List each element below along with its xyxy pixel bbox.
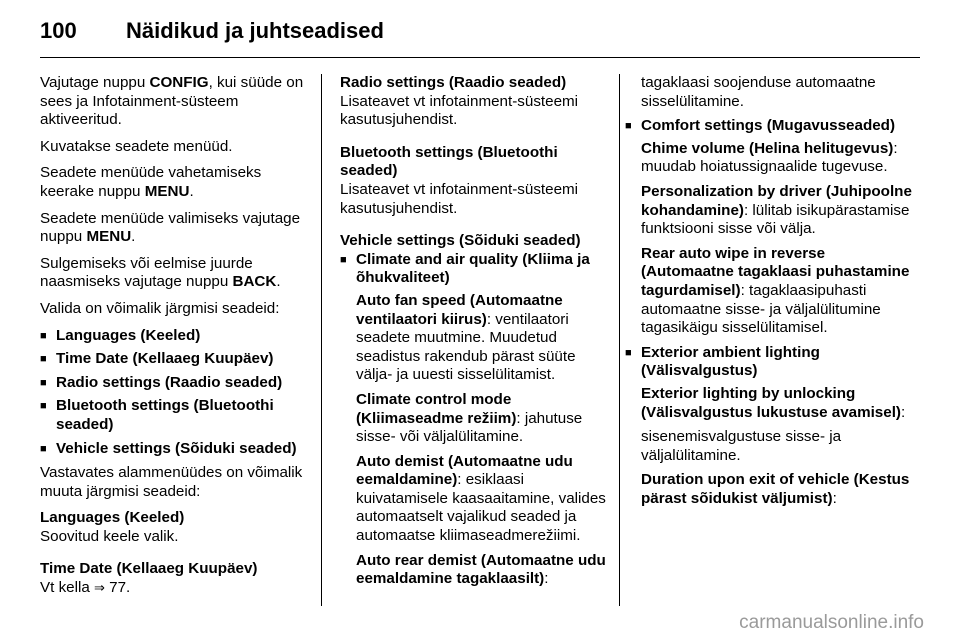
header-rule xyxy=(40,57,920,58)
paragraph: Exterior lighting by unlocking (Välisvalgustus lukustuse avamisel): xyxy=(641,384,906,421)
paragraph: Seadete menüüde vahetamiseks keerake nuppu MENU. xyxy=(40,164,262,200)
paragraph: Soovitud keele valik. xyxy=(40,527,179,545)
list-item: ■ Exterior ambient lighting (Välisvalgustus) xyxy=(625,343,820,380)
paragraph: tagaklaasi soojenduse automaatne sisselülitamine. xyxy=(641,74,876,110)
list-item: ■ Bluetooth settings (Bluetoothi seaded) xyxy=(40,397,312,434)
paragraph: Valida on võimalik järgmisi seadeid: xyxy=(40,299,280,317)
paragraph: Auto rear demist (Automaatne udu eemaldamine tagaklaasilt): xyxy=(356,551,606,588)
column-divider xyxy=(619,74,620,606)
sub-settings xyxy=(340,292,612,589)
paragraph: sisenemisvalgustuse sisse- ja väljalülitamine. xyxy=(641,428,842,464)
section-heading: Languages (Keeled) xyxy=(40,509,185,527)
settings-list xyxy=(40,327,312,459)
paragraph: Kuvatakse seadete menüüd. xyxy=(40,137,233,155)
list-item: ■ Vehicle settings (Sõiduki seaded) xyxy=(40,440,312,459)
page-reference-arrow-icon: ⇒ xyxy=(94,580,105,596)
paragraph: Lisateavet vt infotainment-süsteemi kasutusjuhendist. xyxy=(340,92,579,129)
list-item: ■ Radio settings (Raadio seaded) xyxy=(40,374,312,393)
list-item: ■ Languages (Keeled) xyxy=(40,327,312,346)
column-left xyxy=(40,74,312,606)
page-number: 100 xyxy=(40,18,77,43)
section-heading: Time Date (Kellaaeg Kuupäev) xyxy=(40,560,258,578)
paragraph: Personalization by driver (Juhipoolne kohandamine): lülitab isikupärastamise funktsiooni sisse või välja. xyxy=(641,182,912,238)
paragraph: Vastavates alammenüüdes on võimalik muuta järgmisi seadeid: xyxy=(40,464,303,500)
paragraph: Auto fan speed (Automaatne ventilaatori kiirus): ventilaatori seadete muutmine. Muudetud seadistus rakendub pärast süüte välja- ja uuesti sisselülitamist. xyxy=(356,291,576,384)
section-heading: Radio settings (Raadio seaded) xyxy=(340,74,567,91)
column-divider xyxy=(321,74,322,606)
section-heading: Bluetooth settings (Bluetoothi seaded) xyxy=(340,143,558,180)
paragraph: Rear auto wipe in reverse (Automaatne tagaklaasi puhastamine tagurdamisel): tagaklaasipuhasti automaatne sisse- ja väljalülitumine tagasikäigu sisselülitamisel. xyxy=(641,244,910,337)
paragraph: Seadete menüüde valimiseks vajutage nuppu MENU. xyxy=(40,209,301,246)
watermark: carmanualsonline.info xyxy=(739,612,924,633)
paragraph: Vt kella ⇒ 77. xyxy=(40,579,131,597)
paragraph: Vajutage nuppu CONFIG, kui süüde on sees ja Infotainment-süsteem aktiveeritud. xyxy=(40,74,304,129)
bullet-square-icon: ■ xyxy=(340,253,347,266)
sub-settings xyxy=(625,140,920,338)
column-middle xyxy=(340,74,612,595)
paragraph: Auto demist (Automaatne udu eemaldamine): esiklaasi kuivatamisele kaasaaitamine, valides automaatselt vajalikud seaded ja automaatse kliimaseadmerežiimi. xyxy=(356,452,606,545)
paragraph: Climate control mode (Kliimaseadme režiim): jahutuse sisse- või väljalülitamine. xyxy=(356,390,583,446)
paragraph: Lisateavet vt infotainment-süsteemi kasutusjuhendist. xyxy=(340,180,579,217)
page-header xyxy=(40,14,920,54)
column-right xyxy=(625,74,920,514)
paragraph: Sulgemiseks või eelmise juurde naasmiseks vajutage nuppu BACK. xyxy=(40,254,281,291)
bullet-square-icon: ■ xyxy=(625,346,632,359)
paragraph: Duration upon exit of vehicle (Kestus pärast sõidukist väljumist): xyxy=(641,471,910,507)
list-item: ■ Comfort settings (Mugavusseaded) xyxy=(625,117,895,135)
list-item: ■ Climate and air quality (Kliima ja õhukvaliteet) xyxy=(340,250,590,287)
paragraph: Chime volume (Helina helitugevus): muudab hoiatussignaalide tugevuse. xyxy=(641,139,898,176)
sub-settings xyxy=(625,385,920,509)
section-heading: Vehicle settings (Sõiduki seaded) xyxy=(340,232,581,250)
list-item: ■ Time Date (Kellaaeg Kuupäev) xyxy=(40,350,312,369)
bullet-square-icon: ■ xyxy=(625,120,632,133)
page-title: Näidikud ja juhtseadised xyxy=(126,18,384,43)
